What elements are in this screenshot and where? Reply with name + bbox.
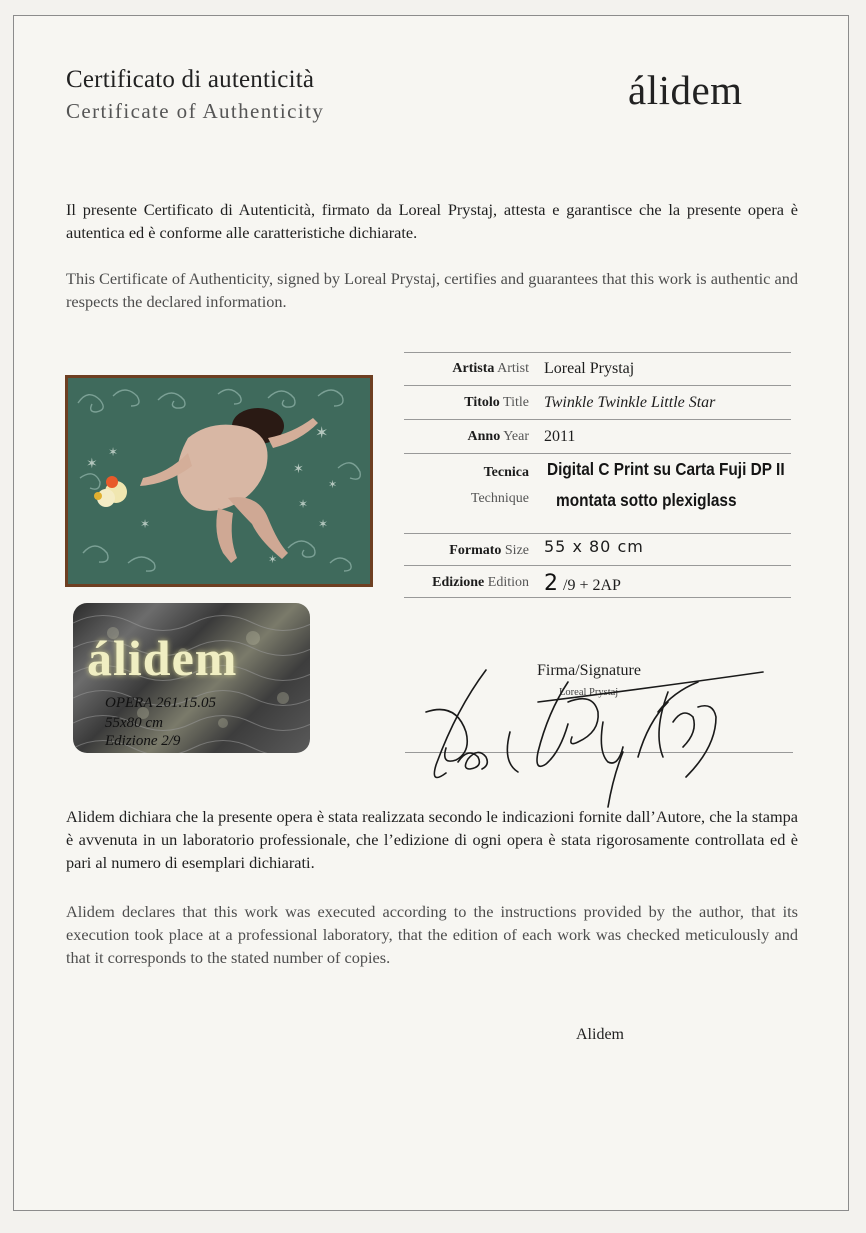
declaration-italian: Alidem dichiara che la presente opera è stata realizzata secondo le indicazioni fornite dall’Autore, che la stampa è avvenuta in un laboratorio professionale, che l’edizione di ogni opera è stata rigorosamente controllata ed è pari al numero di esemplari dichiarati. bbox=[66, 807, 798, 872]
svg-text:✶: ✶ bbox=[293, 461, 304, 476]
declaration-english: Alidem declares that this work was executed according to the instructions provided by the author, that its execution took place at a professional laboratory, that the edition of each work was checked meticulously and that it corresponds to the stated number of copies. bbox=[66, 902, 798, 967]
title-label: Titolo Title bbox=[464, 395, 529, 410]
hologram-sticker bbox=[73, 603, 310, 753]
edition-number-handwritten: 2 bbox=[544, 571, 559, 596]
technique-line-2: montata sotto plexiglass bbox=[556, 490, 737, 510]
footer-signer: Alidem bbox=[576, 1026, 624, 1043]
svg-text:✶: ✶ bbox=[315, 425, 329, 442]
size-label: Formato Size bbox=[449, 543, 529, 558]
edition-value: 2 /9 + 2AP bbox=[544, 571, 621, 596]
technique-line-1: Digital C Print su Carta Fuji DP II bbox=[547, 459, 785, 479]
intro-english: This Certificate of Authenticity, signed by Loreal Prystaj, certifies and guarantees that this work is authentic and respects the declared information. bbox=[66, 269, 798, 311]
title-value: Twinkle Twinkle Little Star bbox=[544, 394, 716, 411]
year-value: 2011 bbox=[544, 428, 576, 445]
svg-text:✶: ✶ bbox=[298, 497, 309, 511]
row-artist bbox=[404, 352, 791, 386]
row-size bbox=[404, 533, 791, 566]
svg-text:✶: ✶ bbox=[140, 517, 151, 531]
edition-label: Edizione Edition bbox=[432, 575, 529, 590]
intro-italian: Il presente Certificato di Autenticità, firmato da Loreal Prystaj, attesta e garantisce che la presente opera è autentica ed è conforme alle caratteristiche dichiarate. bbox=[66, 200, 798, 242]
row-technique bbox=[404, 453, 791, 534]
size-value: 55 x 80 cm bbox=[544, 537, 644, 556]
artist-label: Artista Artist bbox=[452, 361, 529, 376]
svg-text:✶: ✶ bbox=[268, 554, 278, 566]
alidem-logo: álidem bbox=[628, 67, 743, 113]
artist-value: Loreal Prystaj bbox=[544, 360, 635, 377]
signature-label: Firma/Signature bbox=[537, 662, 641, 679]
row-year bbox=[404, 419, 791, 454]
row-edition bbox=[404, 565, 791, 598]
row-title bbox=[404, 385, 791, 420]
technique-label-it: Tecnica bbox=[483, 465, 529, 480]
artwork-photo bbox=[65, 375, 373, 587]
svg-text:✶: ✶ bbox=[86, 457, 98, 472]
hologram-opera-code: OPERA 261.15.05 bbox=[105, 695, 216, 711]
year-label: Anno Year bbox=[467, 429, 529, 444]
handwritten-signature bbox=[418, 662, 768, 812]
svg-text:✶: ✶ bbox=[108, 445, 119, 459]
hologram-edition: Edizione 2/9 bbox=[105, 733, 181, 749]
hologram-logo: álidem bbox=[87, 630, 238, 686]
technique-label-en: Technique bbox=[470, 491, 529, 506]
svg-text:✶: ✶ bbox=[318, 517, 329, 531]
title-english: Certificate of Authenticity bbox=[66, 99, 325, 123]
svg-text:✶: ✶ bbox=[328, 479, 338, 491]
hologram-size: 55x80 cm bbox=[105, 715, 163, 731]
title-italian: Certificato di autenticità bbox=[66, 66, 315, 93]
table-bottom-rule bbox=[404, 597, 791, 598]
signer-name: Loreal Prystaj bbox=[559, 687, 619, 698]
